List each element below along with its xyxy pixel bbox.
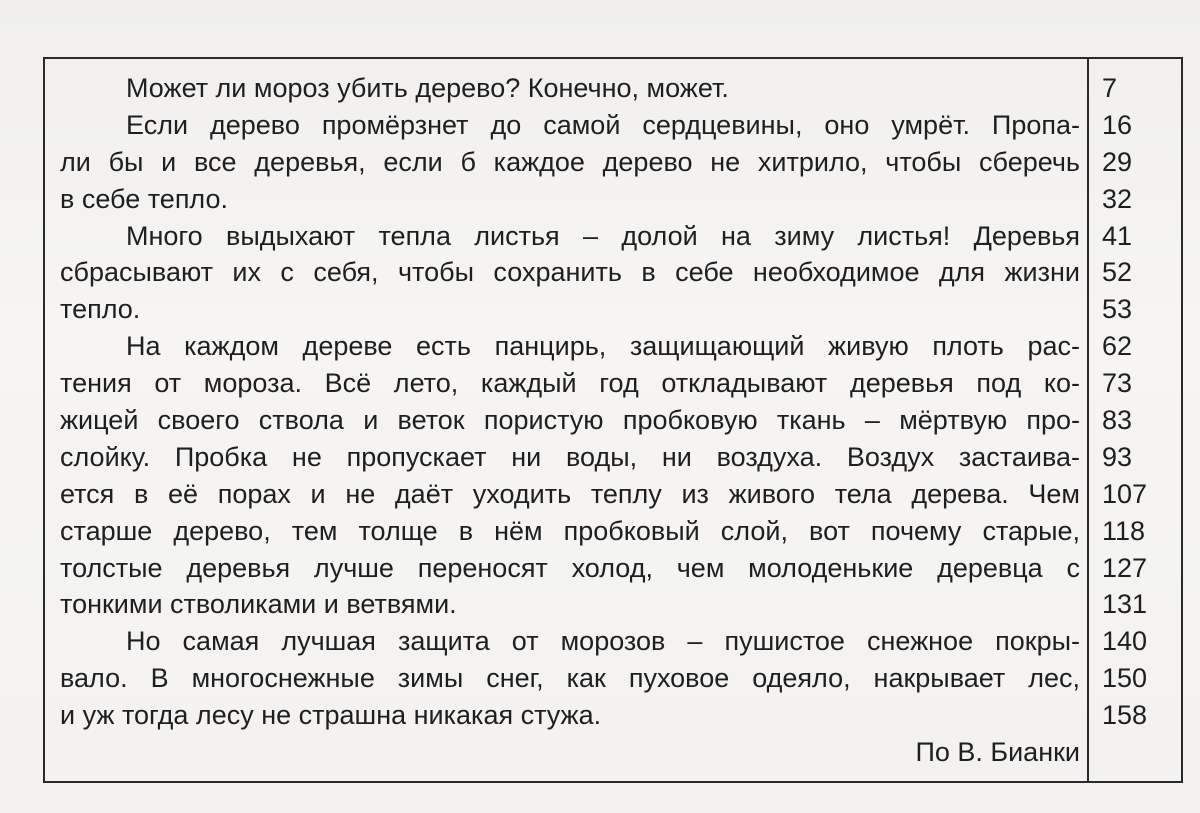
word-count: 107 [1102, 478, 1148, 509]
text-line: Много выдыхают тепла листья – долой на зиму листья! Деревья [126, 220, 1080, 251]
word-count: 150 [1102, 663, 1148, 694]
author-attribution: По В. Бианки [915, 737, 1080, 768]
word-count: 131 [1102, 589, 1148, 620]
word-count: 93 [1102, 441, 1133, 472]
text-line: жицей своего ствола и веток пористую пробковую ткань – мёртвую про- [60, 405, 1080, 436]
text-line: Но самая лучшая защита от морозов – пушистое снежное покры- [126, 626, 1080, 657]
word-count-column [1102, 70, 1182, 734]
text-line: слойку. Пробка не пропускает ни воды, ни воздуха. Воздух застаива- [60, 441, 1080, 472]
word-count: 127 [1102, 552, 1148, 583]
word-count: 118 [1102, 515, 1146, 546]
word-count: 29 [1102, 146, 1133, 177]
text-line: тепло. [60, 294, 141, 325]
text-line: Если дерево промёрзнет до самой сердцевины, оно умрёт. Пропа- [126, 109, 1080, 140]
text-column [60, 70, 1080, 771]
text-line: толстые деревья лучше переносят холод, чем молоденькие деревца с [60, 552, 1080, 583]
text-line: Может ли мороз убить дерево? Конечно, может. [126, 73, 729, 103]
word-count: 158 [1102, 700, 1148, 731]
word-count: 140 [1102, 626, 1148, 657]
word-count: 16 [1102, 109, 1133, 140]
word-count: 7 [1102, 73, 1118, 103]
word-count: 32 [1102, 183, 1133, 214]
text-line: тонкими стволиками и ветвями. [60, 589, 457, 620]
word-count: 41 [1102, 220, 1133, 251]
text-line: в себе тепло. [60, 183, 229, 214]
column-divider [1087, 57, 1089, 783]
word-count: 73 [1102, 368, 1133, 399]
word-count: 62 [1102, 331, 1133, 362]
text-line: и уж тогда лесу не страшна никакая стужа. [60, 700, 602, 731]
text-line: ли бы и все деревья, если б каждое дерево не хитрило, чтобы сберечь [60, 146, 1080, 177]
text-line: сбрасывают их с себя, чтобы сохранить в себе необходимое для жизни [60, 257, 1080, 288]
text-line: На каждом дереве есть панцирь, защищающий живую плоть рас- [126, 331, 1080, 362]
word-count: 53 [1102, 294, 1133, 325]
word-count: 52 [1102, 257, 1133, 288]
text-line: тения от мороза. Всё лето, каждый год откладывают деревья под ко- [60, 368, 1080, 399]
text-line: ется в её порах и не даёт уходить теплу из живого тела дерева. Чем [60, 478, 1080, 509]
word-count: 83 [1102, 405, 1133, 436]
text-line: вало. В многоснежные зимы снег, как пуховое одеяло, накрывает лес, [60, 663, 1080, 694]
text-line: старше дерево, тем толще в нём пробковый слой, вот почему старые, [60, 515, 1080, 546]
